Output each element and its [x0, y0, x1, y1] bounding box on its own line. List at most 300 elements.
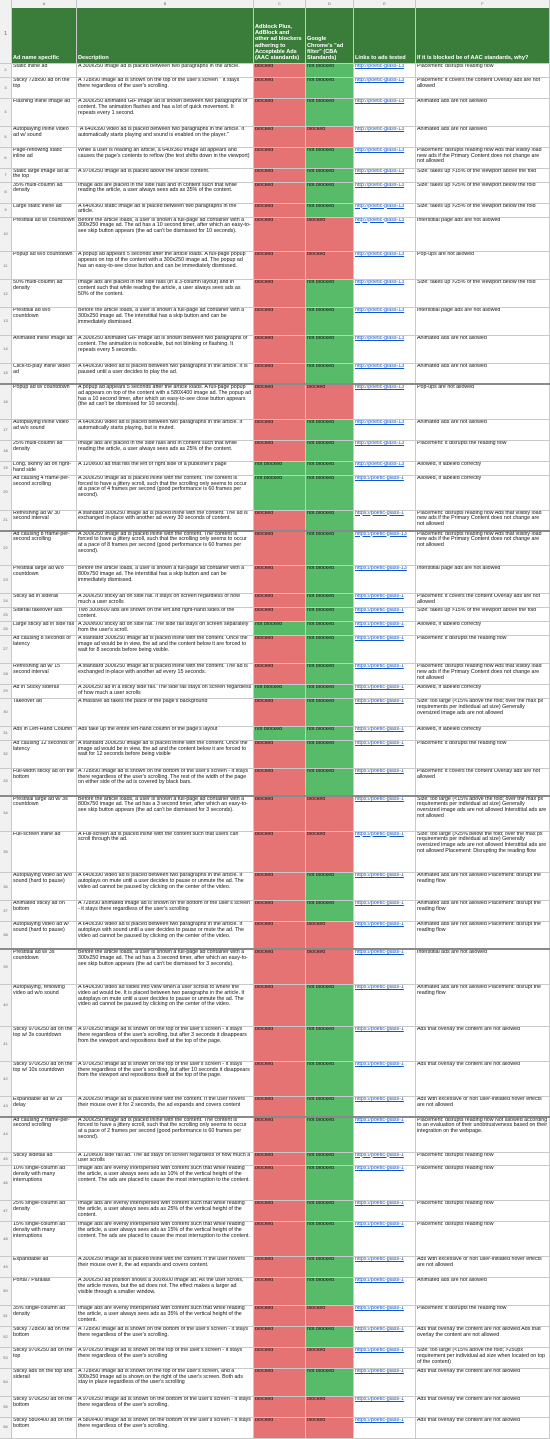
- reason-cell[interactable]: Ads that overlay the content are not allowed: [416, 1397, 550, 1417]
- reason-cell[interactable]: Placement: disrupts reading flow Ads that visibly load new ads if the Primary Content does not change are not allowed: [416, 664, 550, 684]
- cba-status-cell[interactable]: not blocked: [306, 1062, 354, 1096]
- ad-link-cell[interactable]: http://poetic-glass-13: [354, 441, 416, 461]
- ad-name-cell[interactable]: Autoplaying inline video ad w/o sound: [12, 420, 77, 440]
- cba-status-cell[interactable]: not blocked: [306, 769, 354, 795]
- cba-status-cell[interactable]: blocked: [306, 1306, 354, 1326]
- ad-name-cell[interactable]: Full-width sticky ad on the bottom: [12, 769, 77, 795]
- aac-status-cell[interactable]: blocked: [254, 636, 306, 663]
- row-number[interactable]: 19: [0, 462, 12, 475]
- ad-name-cell[interactable]: Prestitial ad w/ 3s countdown: [12, 950, 77, 984]
- reason-cell[interactable]: Allowed, if labeled correctly: [416, 685, 550, 698]
- row-number[interactable]: 24: [0, 594, 12, 607]
- ad-name-cell[interactable]: Sticky ads on the top and siderail: [12, 1369, 77, 1396]
- ad-link-cell[interactable]: http://poetic-glass-13: [354, 280, 416, 307]
- aac-status-cell[interactable]: blocked: [254, 1348, 306, 1368]
- cba-status-cell[interactable]: blocked: [306, 1348, 354, 1368]
- aac-status-cell[interactable]: blocked: [254, 741, 306, 768]
- row-number[interactable]: 45: [0, 1153, 12, 1166]
- ad-link-cell[interactable]: https://poetic-glass-13: [354, 532, 416, 566]
- header-ad-name[interactable]: Ad name specific: [12, 8, 77, 63]
- reason-cell[interactable]: Allowed, if labeled correctly: [416, 622, 550, 635]
- reason-cell[interactable]: Placement: disrupts reading flow Ads that visibly load new ads if the Primary Content does not change are not allowed: [416, 511, 550, 530]
- aac-status-cell[interactable]: not blocked: [254, 727, 306, 740]
- ad-link-cell[interactable]: https://poetic-glass-1: [354, 769, 416, 795]
- aac-status-cell[interactable]: blocked: [254, 1278, 306, 1305]
- description-cell[interactable]: Ads take up the entire left-hand column of the page's layout: [77, 727, 254, 740]
- ad-link-cell[interactable]: https://poetic-glass-1: [354, 950, 416, 984]
- cba-status-cell[interactable]: not blocked: [306, 148, 354, 168]
- ad-link-cell[interactable]: https://poetic-glass-1: [354, 664, 416, 684]
- aac-status-cell[interactable]: not blocked: [254, 622, 306, 635]
- aac-status-cell[interactable]: blocked: [254, 1369, 306, 1396]
- description-cell[interactable]: A 728x90 animated image ad is shown on the bottom of the user's screen - it stays there regardless of the user's scrolling: [77, 901, 254, 921]
- description-cell[interactable]: Image ads are placed in the side rails (in a 3-column layout) and in content such that while reading the article, a user always sees ads as 50% of the content.: [77, 280, 254, 307]
- reason-cell[interactable]: Pop-ups are not allowed: [416, 252, 550, 279]
- ad-name-cell[interactable]: Expandable ad w/ 2s delay: [12, 1097, 77, 1116]
- row-number[interactable]: 2: [0, 64, 12, 77]
- reason-cell[interactable]: Placement: it disrupts the reading flow: [416, 441, 550, 461]
- row-number[interactable]: 43: [0, 1097, 12, 1116]
- aac-status-cell[interactable]: blocked: [254, 64, 306, 77]
- ad-name-cell[interactable]: Autoplaying video ad w/ sound (hard to pause): [12, 922, 77, 948]
- row-number[interactable]: 3: [0, 78, 12, 98]
- ad-name-cell[interactable]: Ad causing 12 seconds of latency: [12, 741, 77, 768]
- cba-status-cell[interactable]: not blocked: [306, 169, 354, 182]
- row-number[interactable]: 39: [0, 950, 12, 984]
- description-cell[interactable]: A standard 300x250 image ad is placed inline with the content. Once the image ad would be in view, the ad and the content below it are forced to wait for 12 seconds before being visible: [77, 741, 254, 768]
- description-cell[interactable]: A 300x250 animated GIF image ad is shown between two paragraphs of content. The animation is noticeable, but not blinking or flashing. It repeats every 5 seconds.: [77, 336, 254, 363]
- cba-status-cell[interactable]: blocked: [306, 218, 354, 252]
- ad-link-cell[interactable]: https://poetic-glass-1: [354, 1278, 416, 1305]
- aac-status-cell[interactable]: blocked: [254, 169, 306, 182]
- row-number[interactable]: 17: [0, 420, 12, 440]
- cba-status-cell[interactable]: not blocked: [306, 664, 354, 684]
- description-cell[interactable]: A 640x390 video ad is placed between two paragraphs in the article. It automatically starts playing, but is muted.: [77, 420, 254, 440]
- row-number[interactable]: 21: [0, 511, 12, 530]
- ad-name-cell[interactable]: Prestitial ad w/o countdown: [12, 308, 77, 335]
- row-number[interactable]: 55: [0, 1397, 12, 1417]
- reason-cell[interactable]: Ads that overlay the content are not allowed: [416, 1418, 550, 1438]
- cba-status-cell[interactable]: not blocked: [306, 608, 354, 621]
- description-cell[interactable]: Before the article loads, a user is shown a full-page ad container with a 300x250 image ad. The ad has a 3 second timer, after which an easy-to-see skip button appears (the ad can't be dismissed for 3 seconds).: [77, 950, 254, 984]
- ad-link-cell[interactable]: http://poetic-glass-13: [354, 127, 416, 147]
- ad-name-cell[interactable]: Portal / Parallax: [12, 1278, 77, 1305]
- ad-name-cell[interactable]: Autoplaying, reflowing video ad w/o sound: [12, 985, 77, 1026]
- row-number[interactable]: 27: [0, 636, 12, 663]
- cba-status-cell[interactable]: blocked: [306, 127, 354, 147]
- description-cell[interactable]: A standard 300x250 image ad is placed inline with the content. Once the image ad would be in view, the ad and the content below it are forced to wait for 8 seconds before being visible.: [77, 636, 254, 663]
- aac-status-cell[interactable]: blocked: [254, 218, 306, 252]
- cba-status-cell[interactable]: not blocked: [306, 1027, 354, 1061]
- ad-name-cell[interactable]: Prestitial large ad w/ 3s countdown: [12, 797, 77, 831]
- description-cell[interactable]: A 640x390 video ad is placed between two paragraphs in the article. It autoplays with sound until a user decides to pause or mute the ad. The video ad cannot be paused by clicking on the center of the video.: [77, 922, 254, 948]
- reason-cell[interactable]: Placement: disrupts reading flow: [416, 1153, 550, 1166]
- reason-cell[interactable]: Size: takes up >25% of the viewport below the fold: [416, 204, 550, 217]
- cba-status-cell[interactable]: not blocked: [306, 594, 354, 607]
- reason-cell[interactable]: Interstitial page ads are not allowed: [416, 218, 550, 252]
- reason-cell[interactable]: Allowed, if labeled correctly: [416, 727, 550, 740]
- ad-link-cell[interactable]: https://poetic-glass-1: [354, 832, 416, 873]
- ad-name-cell[interactable]: Refreshing ad w/ 15 second interval: [12, 664, 77, 684]
- aac-status-cell[interactable]: blocked: [254, 336, 306, 363]
- row-number[interactable]: 35: [0, 832, 12, 873]
- reason-cell[interactable]: Animated ads are not allowed: [416, 420, 550, 440]
- description-cell[interactable]: Before the article loads, a user is shown a full-page ad container with a 800x750 image ad. The ad has a 3 second timer, after which an easy-to-see skip button appears (the ad can't be dismissed for 3 seconds).: [77, 797, 254, 831]
- ad-name-cell[interactable]: Sticky 970x250 ad on the top: [12, 1348, 77, 1368]
- ad-link-cell[interactable]: https://poetic-glass-1: [354, 797, 416, 831]
- aac-status-cell[interactable]: blocked: [254, 183, 306, 203]
- reason-cell[interactable]: Size: too large (>25% below the fold; over the max px requirements per individual ad size) Generally oversized image ads are not allowed Interstitial ads are not allowed Placement: Disrupting the reading flow: [416, 832, 550, 873]
- ad-name-cell[interactable]: Ad causing 2 frame-per-second scrolling: [12, 1118, 77, 1152]
- row-number[interactable]: 36: [0, 873, 12, 900]
- cba-status-cell[interactable]: blocked: [306, 385, 354, 419]
- reason-cell[interactable]: Placement: it covers the content Overlay ads are not allowed: [416, 769, 550, 795]
- row-number[interactable]: 23: [0, 566, 12, 593]
- aac-status-cell[interactable]: blocked: [254, 873, 306, 900]
- description-cell[interactable]: A 300x250 image ad is placed between two paragraphs in the article.: [77, 64, 254, 77]
- cba-status-cell[interactable]: not blocked: [306, 1278, 354, 1305]
- description-cell[interactable]: A 640x360 static image ad is placed between two paragraphs in the article.: [77, 204, 254, 217]
- ad-name-cell[interactable]: 25% single-column ad density: [12, 1201, 77, 1221]
- row-number[interactable]: 48: [0, 1222, 12, 1256]
- aac-status-cell[interactable]: blocked: [254, 385, 306, 419]
- ad-link-cell[interactable]: http://poetic-glass-13: [354, 364, 416, 383]
- reason-cell[interactable]: Placement: it disrupts the reading flow: [416, 636, 550, 663]
- aac-status-cell[interactable]: blocked: [254, 1118, 306, 1152]
- row-number[interactable]: 46: [0, 1166, 12, 1200]
- ad-name-cell[interactable]: Large sticky ad in side rail: [12, 622, 77, 635]
- cba-status-cell[interactable]: not blocked: [306, 1257, 354, 1277]
- description-cell[interactable]: A 640x390 video ad is placed between two paragraphs in the article. It is paused until a user decides to play the ad.: [77, 364, 254, 383]
- ad-name-cell[interactable]: Animated sticky ad on bottom: [12, 901, 77, 921]
- reason-cell[interactable]: Placement: disrupts reading flow: [416, 64, 550, 77]
- row-number[interactable]: 38: [0, 922, 12, 948]
- row-number[interactable]: 56: [0, 1418, 12, 1438]
- ad-name-cell[interactable]: Sticky 728x90 ad on the top: [12, 78, 77, 98]
- ad-link-cell[interactable]: https://poetic-glass-1: [354, 476, 416, 510]
- row-number[interactable]: 54: [0, 1369, 12, 1396]
- ad-name-cell[interactable]: Animated inline image ad: [12, 336, 77, 363]
- ad-link-cell[interactable]: https://poetic-glass-1: [354, 685, 416, 698]
- row-number[interactable]: 20: [0, 476, 12, 510]
- aac-status-cell[interactable]: blocked: [254, 769, 306, 795]
- ad-name-cell[interactable]: Siderail takeover ads: [12, 608, 77, 621]
- description-cell[interactable]: "A 640x390 video ad is placed between two paragraphs in the article. It automatically starts playing and sound is enabled on the player.": [77, 127, 254, 147]
- ad-link-cell[interactable]: http://poetic-glass-13: [354, 385, 416, 419]
- reason-cell[interactable]: Animated ads are not allowed: [416, 364, 550, 383]
- ad-name-cell[interactable]: Sticky 970x250 ad on the top w/ 10s countdown: [12, 1062, 77, 1096]
- description-cell[interactable]: A 300x250 ad in a sticky side rail. The side rail stays on screen regardless of how much a user scrolls: [77, 685, 254, 698]
- description-cell[interactable]: Image ads are placed in the side rails and in content such that while reading the article, a user always sees ads as 35% of the content.: [77, 183, 254, 203]
- aac-status-cell[interactable]: blocked: [254, 99, 306, 126]
- cba-status-cell[interactable]: not blocked: [306, 78, 354, 98]
- cba-status-cell[interactable]: not blocked: [306, 99, 354, 126]
- reason-cell[interactable]: Ads that overlay the content are not allowed: [416, 1027, 550, 1061]
- ad-name-cell[interactable]: 35% single-column ad density: [12, 1306, 77, 1326]
- aac-status-cell[interactable]: blocked: [254, 901, 306, 921]
- row-number[interactable]: 8: [0, 183, 12, 203]
- row-number[interactable]: 11: [0, 252, 12, 279]
- ad-link-cell[interactable]: http://poetic-glass-13: [354, 148, 416, 168]
- ad-link-cell[interactable]: https://poetic-glass-1: [354, 608, 416, 621]
- aac-status-cell[interactable]: blocked: [254, 148, 306, 168]
- aac-status-cell[interactable]: blocked: [254, 922, 306, 948]
- reason-cell[interactable]: Size: too large (<15% above the fold; over the max px requirements per individual ad size) Generally oversized image ads are not allowed: [416, 699, 550, 726]
- description-cell[interactable]: Before the article loads, a user is shown a full-page ad container with a 800x750 image ad. The interstitial has a skip button and can be immediately dismissed.: [77, 566, 254, 593]
- reason-cell[interactable]: Size: takes up >15% of the viewport above the fold: [416, 169, 550, 182]
- ad-link-cell[interactable]: https://poetic-glass-1: [354, 594, 416, 607]
- cba-status-cell[interactable]: not blocked: [306, 1222, 354, 1256]
- cba-status-cell[interactable]: not blocked: [306, 1118, 354, 1152]
- ad-link-cell[interactable]: http://poetic-glass-13: [354, 252, 416, 279]
- description-cell[interactable]: A 970x250 image ad is shown on the bottom of the user's screen - it stays there regardless of the user's scrolling.: [77, 1397, 254, 1417]
- header-description[interactable]: Description: [77, 8, 254, 63]
- ad-link-cell[interactable]: https://poetic-glass-1: [354, 901, 416, 921]
- aac-status-cell[interactable]: blocked: [254, 797, 306, 831]
- reason-cell[interactable]: Animated ads are not allowed: [416, 127, 550, 147]
- ad-link-cell[interactable]: https://poetic-glass-1: [354, 985, 416, 1026]
- ad-link-cell[interactable]: https://poetic-glass-1: [354, 636, 416, 663]
- ad-name-cell[interactable]: Sticky 728x90 ad on the bottom: [12, 1327, 77, 1347]
- aac-status-cell[interactable]: blocked: [254, 280, 306, 307]
- description-cell[interactable]: Image ads are evenly interspersed with content such that while reading the article, a user always sees ads as 15% of the vertical height of the content. The ads are placed to cause the most interruption to the content.: [77, 1222, 254, 1256]
- description-cell[interactable]: A 580x400 image ad is shown on the bottom of the user's screen - it stays there regardless of the user's scrolling.: [77, 1418, 254, 1438]
- aac-status-cell[interactable]: blocked: [254, 532, 306, 566]
- row-number[interactable]: 53: [0, 1348, 12, 1368]
- row-number[interactable]: 47: [0, 1201, 12, 1221]
- row-number[interactable]: 44: [0, 1118, 12, 1152]
- description-cell[interactable]: Before the article loads, a user is shown a full-page ad container with a 300x250 image ad. The ad has a 10 second timer, after which an easy-to-see skip button appears (the ad can't be dismissed for 10 seconds).: [77, 218, 254, 252]
- ad-link-cell[interactable]: http://poetic-glass-13: [354, 420, 416, 440]
- row-number[interactable]: 6: [0, 148, 12, 168]
- cba-status-cell[interactable]: not blocked: [306, 985, 354, 1026]
- aac-status-cell[interactable]: blocked: [254, 1201, 306, 1221]
- row-number[interactable]: 14: [0, 336, 12, 363]
- column-letter[interactable]: B: [77, 0, 254, 8]
- reason-cell[interactable]: Interstitial ads are not allowed: [416, 950, 550, 984]
- cba-status-cell[interactable]: not blocked: [306, 420, 354, 440]
- ad-link-cell[interactable]: http://poetic-glass-13: [354, 99, 416, 126]
- row-number[interactable]: 49: [0, 1257, 12, 1277]
- cba-status-cell[interactable]: not blocked: [306, 699, 354, 726]
- description-cell[interactable]: A 300x250 image ad is placed inline with the content. The content is forced to have a jittery scroll, such that the scrolling only seems to occur at a pace of 2 frames per second (good performance is 60 frames per second).: [77, 1118, 254, 1152]
- description-cell[interactable]: A 640x390 video ad is placed between two paragraphs in the article. It autoplays on mute until a user decides to pause or unmute the ad. The video ad cannot be paused by clicking on the center of the video.: [77, 873, 254, 900]
- reason-cell[interactable]: Ads with excessive or non user-initiated hover effects are not allowed: [416, 1257, 550, 1277]
- aac-status-cell[interactable]: not blocked: [254, 476, 306, 510]
- reason-cell[interactable]: Size: takes up >25% of the viewport below the fold: [416, 183, 550, 203]
- row-number[interactable]: 5: [0, 127, 12, 147]
- aac-status-cell[interactable]: blocked: [254, 1027, 306, 1061]
- ad-link-cell[interactable]: https://poetic-glass-1: [354, 1327, 416, 1347]
- ad-name-cell[interactable]: Autoplaying inline video ad w/ sound: [12, 127, 77, 147]
- aac-status-cell[interactable]: blocked: [254, 1062, 306, 1096]
- ad-name-cell[interactable]: Full-screen inline ad: [12, 832, 77, 873]
- description-cell[interactable]: A popup ad appears 5 seconds after the article loads. A full-page popup ad appears on top of the content with a 580X400 image ad. The popup ad has a 10 second timer, after which an easy-to-see close button appears (the ad can't be dismissed for 10 seconds).: [77, 385, 254, 419]
- row-number[interactable]: 30: [0, 699, 12, 726]
- cba-status-cell[interactable]: not blocked: [306, 511, 354, 530]
- row-number[interactable]: 40: [0, 985, 12, 1026]
- aac-status-cell[interactable]: blocked: [254, 594, 306, 607]
- ad-name-cell[interactable]: Ad causing 8 seconds of latency: [12, 636, 77, 663]
- description-cell[interactable]: Before the article loads, a user is shown a full-page ad container with a 300x250 image ad. The interstitial has a skip button and can be immediately dismissed.: [77, 308, 254, 335]
- ad-name-cell[interactable]: 15% single-column ad density with many interruptions: [12, 1222, 77, 1256]
- description-cell[interactable]: A 728x90 image ad is shown on the top of the user's screen " it stays there regardless of the user's scrolling.: [77, 78, 254, 98]
- ad-link-cell[interactable]: https://poetic-glass-1: [354, 741, 416, 768]
- reason-cell[interactable]: Placement: disrupts reading flow: [416, 1201, 550, 1221]
- ad-link-cell[interactable]: https://poetic-glass-1: [354, 1418, 416, 1438]
- ad-link-cell[interactable]: https://poetic-glass-1: [354, 1027, 416, 1061]
- cba-status-cell[interactable]: not blocked: [306, 873, 354, 900]
- ad-link-cell[interactable]: https://poetic-glass-1: [354, 922, 416, 948]
- reason-cell[interactable]: Size: takes up >25% of the viewport below the fold: [416, 280, 550, 307]
- description-cell[interactable]: A 970x250 image ad is shown on the top of the user's screen - it stays there regardless of the user's scrolling: [77, 1348, 254, 1368]
- description-cell[interactable]: A 300x250 ad position shows a 300x600 image ad. As the user scrolls, the article moves, but the ad does not. The effect makes a larger ad visible through a smaller window.: [77, 1278, 254, 1305]
- ad-name-cell[interactable]: Ad in Sticky siderail: [12, 685, 77, 698]
- row-number[interactable]: 51: [0, 1306, 12, 1326]
- description-cell[interactable]: While a user is reading an article, a 640x360 image ad appears and causes the page's contents to reflow (the text shifts down in the viewport): [77, 148, 254, 168]
- aac-status-cell[interactable]: blocked: [254, 1418, 306, 1438]
- cba-status-cell[interactable]: not blocked: [306, 476, 354, 510]
- cba-status-cell[interactable]: not blocked: [306, 685, 354, 698]
- row-number[interactable]: 32: [0, 741, 12, 768]
- column-letter[interactable]: A: [12, 0, 77, 8]
- cba-status-cell[interactable]: not blocked: [306, 1369, 354, 1396]
- row-number[interactable]: 15: [0, 364, 12, 383]
- header-cba-standards[interactable]: Google Chrome's "ad filter" (CBA Standards): [306, 8, 354, 63]
- cba-status-cell[interactable]: not blocked: [306, 308, 354, 335]
- ad-link-cell[interactable]: https://poetic-glass-1: [354, 1097, 416, 1116]
- cba-status-cell[interactable]: blocked: [306, 1418, 354, 1438]
- reason-cell[interactable]: Ads that overlay the content are not allowed: [416, 1369, 550, 1396]
- cba-status-cell[interactable]: not blocked: [306, 1153, 354, 1166]
- column-letter[interactable]: F: [416, 0, 550, 8]
- description-cell[interactable]: A 300x250 image ad is placed inline with the content. If the user hovers their mouse over it, the ad expands and covers content.: [77, 1257, 254, 1277]
- row-number[interactable]: 25: [0, 608, 12, 621]
- aac-status-cell[interactable]: blocked: [254, 420, 306, 440]
- ad-link-cell[interactable]: https://poetic-glass-1: [354, 1062, 416, 1096]
- aac-status-cell[interactable]: blocked: [254, 1097, 306, 1116]
- row-number[interactable]: 12: [0, 280, 12, 307]
- row-number[interactable]: 13: [0, 308, 12, 335]
- reason-cell[interactable]: Interstitial page ads are not allowed: [416, 308, 550, 335]
- cba-status-cell[interactable]: not blocked: [306, 441, 354, 461]
- aac-status-cell[interactable]: blocked: [254, 511, 306, 530]
- description-cell[interactable]: A massive ad takes the place of the page's background: [77, 699, 254, 726]
- header-links[interactable]: Links to ads tested: [354, 8, 416, 63]
- column-letter[interactable]: C: [254, 0, 306, 8]
- row-number[interactable]: 41: [0, 1027, 12, 1061]
- description-cell[interactable]: A 300x250 animated GIF image ad is shown between two paragraphs of content. The animation flashes and has a lot of quick movement. It repeats every 1 second.: [77, 99, 254, 126]
- reason-cell[interactable]: Placement: it disrupts the reading flow: [416, 1306, 550, 1326]
- reason-cell[interactable]: Placement: disrupts reading flow Ads that visibly load new ads if the Primary Content does not change are not allowed: [416, 532, 550, 566]
- ad-name-cell[interactable]: Page-reflowing static inline ad: [12, 148, 77, 168]
- row-number[interactable]: 16: [0, 385, 12, 419]
- ad-link-cell[interactable]: http://poetic-glass-13: [354, 308, 416, 335]
- ad-link-cell[interactable]: https://poetic-glass-1: [354, 873, 416, 900]
- reason-cell[interactable]: Ads that overlay the content are not allowed: [416, 1062, 550, 1096]
- description-cell[interactable]: A standard 300x250 image ad is placed inline with the content. The ad is exchanged in-place with another ad every 15 seconds.: [77, 664, 254, 684]
- ad-link-cell[interactable]: https://poetic-glass-1: [354, 511, 416, 530]
- cba-status-cell[interactable]: not blocked: [306, 622, 354, 635]
- cba-status-cell[interactable]: not blocked: [306, 741, 354, 768]
- cba-status-cell[interactable]: not blocked: [306, 901, 354, 921]
- ad-link-cell[interactable]: https://poetic-glass-1: [354, 1369, 416, 1396]
- description-cell[interactable]: A 300x250 sticky ad on side rail. It stays on screen regardless of how much a user scrolls: [77, 594, 254, 607]
- row-number[interactable]: 9: [0, 204, 12, 217]
- row-number[interactable]: 7: [0, 169, 12, 182]
- ad-link-cell[interactable]: https://poetic-glass-1: [354, 1153, 416, 1166]
- aac-status-cell[interactable]: blocked: [254, 608, 306, 621]
- cba-status-cell[interactable]: not blocked: [306, 64, 354, 77]
- description-cell[interactable]: A 640x390 video ad slides into view when a user scrolls to where the video ad would be. It is placed between two paragraphs in the article. It autoplays on mute until a user decides to pause or unmute the ad. The video ad cannot be paused by clicking on the center of the video.: [77, 985, 254, 1026]
- aac-status-cell[interactable]: blocked: [254, 1327, 306, 1347]
- description-cell[interactable]: Image ads are evenly interspersed with content such that while reading the article, a user always sees ads as 35% of the vertical height of the content.: [77, 1306, 254, 1326]
- reason-cell[interactable]: Ads that overlay the content are not allowed Ads that overlay the content are not allowed: [416, 1327, 550, 1347]
- cba-status-cell[interactable]: not blocked: [306, 1201, 354, 1221]
- column-letter[interactable]: E: [354, 0, 416, 8]
- row-number[interactable]: 18: [0, 441, 12, 461]
- reason-cell[interactable]: Interstitial page ads are not allowed: [416, 566, 550, 593]
- description-cell[interactable]: A 728x90 image ad is shown on the top of the user's screen, and a 300x250 image ad is shown on the right of the user's screen. Both ads stay in place regardless of the user's scrolling: [77, 1369, 254, 1396]
- description-cell[interactable]: Image ads are placed in the side rails and in content such that while reading the article, a user always sees ads as 25% of the content.: [77, 441, 254, 461]
- aac-status-cell[interactable]: blocked: [254, 364, 306, 383]
- ad-name-cell[interactable]: Sticky sidetail ad: [12, 1153, 77, 1166]
- cba-status-cell[interactable]: not blocked: [306, 204, 354, 217]
- reason-cell[interactable]: Ads with excessive or non user-initiated hover effects are not allowed: [416, 1097, 550, 1116]
- reason-cell[interactable]: Allowed, if labeled correctly: [416, 476, 550, 510]
- ad-name-cell[interactable]: 25% multi-column ad density: [12, 441, 77, 461]
- aac-status-cell[interactable]: not blocked: [254, 685, 306, 698]
- ad-name-cell[interactable]: Sticky ad in siderail: [12, 594, 77, 607]
- aac-status-cell[interactable]: not blocked: [254, 462, 306, 475]
- cba-status-cell[interactable]: blocked: [306, 1397, 354, 1417]
- cba-status-cell[interactable]: blocked: [306, 922, 354, 948]
- ad-name-cell[interactable]: Popup ad w/o countdown: [12, 252, 77, 279]
- reason-cell[interactable]: Placement: it covers the content Overlay ads are not allowed: [416, 594, 550, 607]
- description-cell[interactable]: A 300x250 image ad is placed inline with the content. The content is forced to have a jittery scroll, such that the scrolling only seems to occur at a pace of 8 frames per second (good performance is 60 frames per second).: [77, 532, 254, 566]
- header-aac-standards[interactable]: Adblock Plus, AdBlock and other ad blockers adhering to Acceptable Ads (AAC standards): [254, 8, 306, 63]
- ad-name-cell[interactable]: 10% single-column ad density with many interruptions: [12, 1166, 77, 1200]
- ad-name-cell[interactable]: Large static inline ad: [12, 204, 77, 217]
- aac-status-cell[interactable]: blocked: [254, 1306, 306, 1326]
- ad-name-cell[interactable]: Sticky 970x250 ad on the top w/ 3s countdown: [12, 1027, 77, 1061]
- ad-name-cell[interactable]: Long, skinny ad on right-hand side: [12, 462, 77, 475]
- ad-name-cell[interactable]: Ads in Left-Hand Column: [12, 727, 77, 740]
- cba-status-cell[interactable]: not blocked: [306, 364, 354, 383]
- description-cell[interactable]: A 120x600 side rail ad. The ad stays on screen regardless of how much a user scrolls: [77, 1153, 254, 1166]
- description-cell[interactable]: A 970x250 image ad is shown on the top of the user's screen - it stays there regardless of the user's scrolling, but after 3 seconds it disappears from the viewport and repositions itself at the top of the page.: [77, 1027, 254, 1061]
- description-cell[interactable]: A 728x90 image ad is shown on the bottom of the user's screen - it stays there regardless of the user's scrolling.: [77, 1327, 254, 1347]
- cba-status-cell[interactable]: blocked: [306, 797, 354, 831]
- aac-status-cell[interactable]: blocked: [254, 1222, 306, 1256]
- aac-status-cell[interactable]: blocked: [254, 699, 306, 726]
- cba-status-cell[interactable]: not blocked: [306, 1097, 354, 1116]
- ad-name-cell[interactable]: Refreshing ad w/ 30 second interval: [12, 511, 77, 530]
- row-number[interactable]: 26: [0, 622, 12, 635]
- aac-status-cell[interactable]: blocked: [254, 1153, 306, 1166]
- ad-name-cell[interactable]: Static inline ad: [12, 64, 77, 77]
- aac-status-cell[interactable]: blocked: [254, 566, 306, 593]
- cba-status-cell[interactable]: not blocked: [306, 636, 354, 663]
- reason-cell[interactable]: Animated ads are not allowed: [416, 336, 550, 363]
- aac-status-cell[interactable]: blocked: [254, 78, 306, 98]
- row-number[interactable]: 29: [0, 685, 12, 698]
- description-cell[interactable]: A 970x250 image ad is placed above the article content.: [77, 169, 254, 182]
- row-number[interactable]: 52: [0, 1327, 12, 1347]
- reason-cell[interactable]: Allowed, if labeled correctly: [416, 462, 550, 475]
- row-number[interactable]: 42: [0, 1062, 12, 1096]
- cba-status-cell[interactable]: not blocked: [306, 280, 354, 307]
